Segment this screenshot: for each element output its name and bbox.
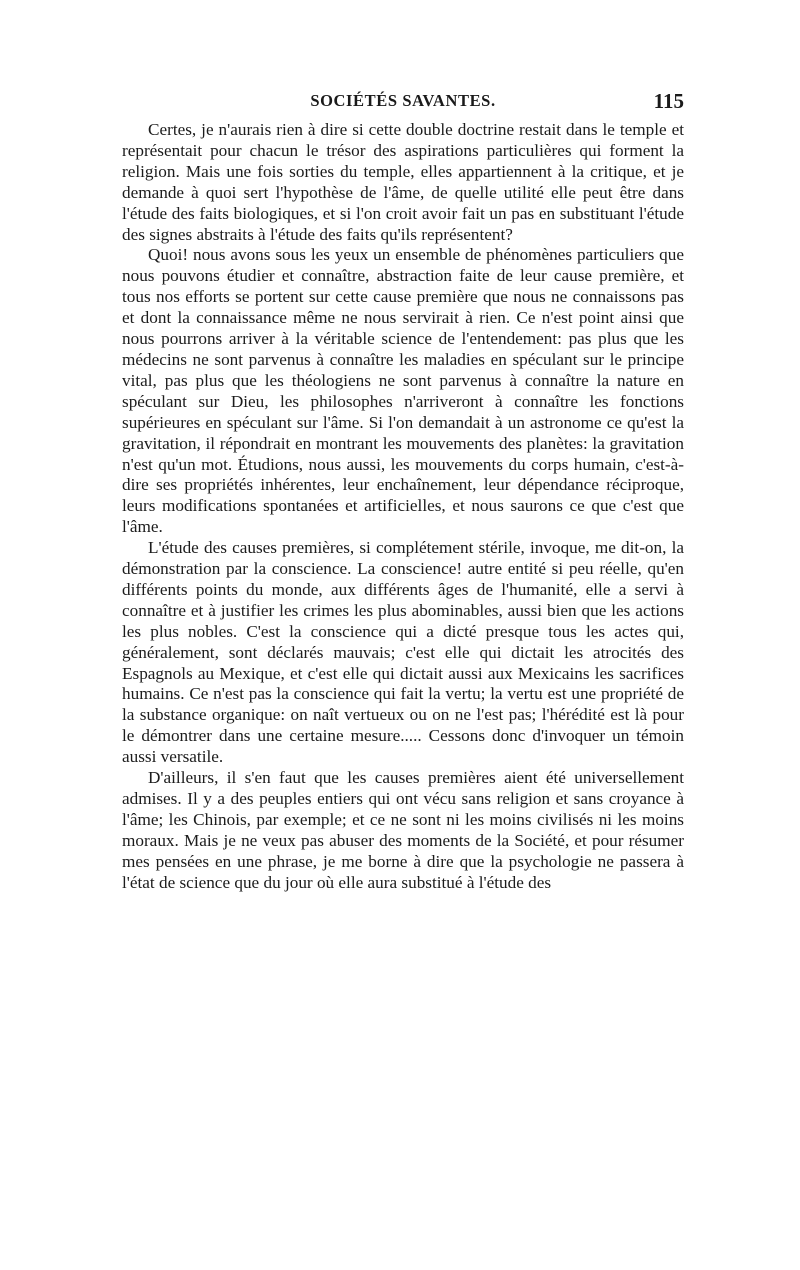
page-number: 115 xyxy=(653,89,684,113)
running-head xyxy=(122,91,684,115)
running-title: SOCIÉTÉS SAVANTES. xyxy=(310,91,496,110)
paragraph: L'étude des causes premières, si complétement stérile, invoque, me dit-on, la démonstration par la conscience. La conscience! autre entité si peu réelle, qu'en différents points du monde, aux différents âges de l'humanité, elle a servi à connaître et à justifier les crimes les plus abominables, aussi bien que les actions les plus nobles. C'est la conscience qui a dicté presque tous les actes qui, généralement, sont déclarés mauvais; c'est elle qui dictait les atrocités des Espagnols au Mexique, et c'est elle qui dictait aussi aux Mexicains les sacrifices humains. Ce n'est pas la conscience qui fait la vertu; la vertu est une propriété de la substance organique: on naît vertueux ou on ne l'est pas; l'hérédité est là pour le démontrer dans une certaine mesure..... Cessons donc d'invoquer un témoin aussi versatile. xyxy=(122,538,684,767)
paragraph: D'ailleurs, il s'en faut que les causes premières aient été universellement admises. Il y a des peuples entiers qui ont vécu sans religion et sans croyance à l'âme; les Chinois, par exemple; et ce ne sont ni les moins civilisés ni les moins moraux. Mais je ne veux pas abuser des moments de la Société, et pour résumer mes pensées en une phrase, je me borne à dire que la psychologie ne passera à l'état de science que du jour où elle aura substitué à l'étude des xyxy=(122,768,684,892)
paragraph: Certes, je n'aurais rien à dire si cette double doctrine restait dans le temple et représentait pour chacun le trésor des aspirations particulières qui forment la religion. Mais une fois sorties du temple, elles appartiennent à la critique, et je demande à quoi sert l'hypothèse de l'âme, de quelle utilité elle peut être dans l'étude des faits biologiques, et si l'on croit avoir fait un pas en substituant l'étude des signes abstraits à l'étude des faits qu'ils représentent? xyxy=(122,120,684,244)
paragraph: Quoi! nous avons sous les yeux un ensemble de phénomènes particuliers que nous pouvons étudier et connaître, abstraction faite de leur cause première, et tous nos efforts se portent sur cette cause première que nous ne connaissons pas et dont la connaissance même ne nous servirait à rien. Ce n'est point ainsi que nous pourrons arriver à la véritable science de l'entendement: pas plus que les médecins ne sont parvenus à connaître les maladies en spéculant sur le principe vital, pas plus que les théologiens ne sont parvenus à connaître la nature en spéculant sur Dieu, les philosophes n'arriveront à connaître les fonctions supérieures en spéculant sur l'âme. Si l'on demandait à un astronome ce qu'est la gravitation, il répondrait en montrant les mouvements des planètes: la gravitation n'est qu'un mot. Étudions, nous aussi, les mouvements du corps humain, c'est-à-dire ses propriétés inhérentes, leur enchaînement, leur dépendance réciproque, leurs modifications spontanées et artificielles, et nous saurons ce que c'est que l'âme. xyxy=(122,245,684,537)
body-text xyxy=(122,120,684,894)
